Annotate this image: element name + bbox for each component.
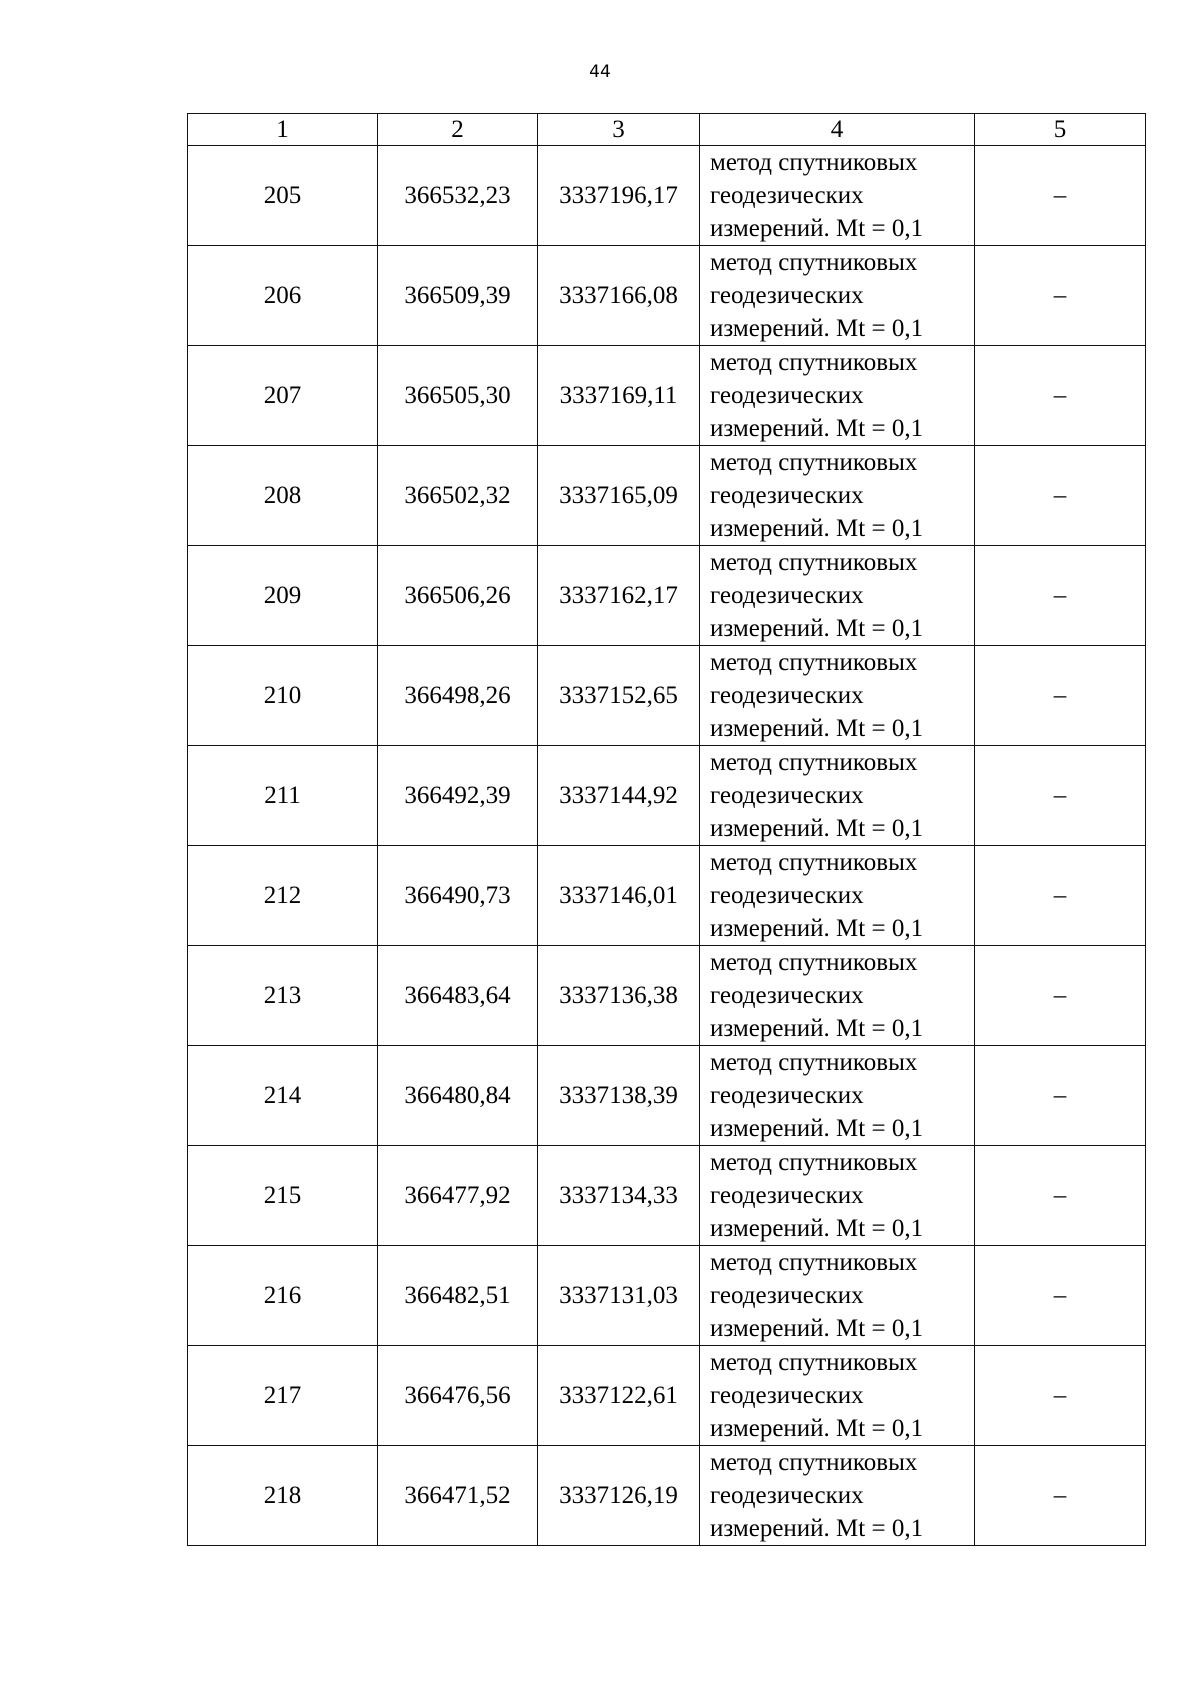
y-coordinate-cell: 3337126,19 (538, 1446, 700, 1546)
y-coordinate-cell: 3337166,08 (538, 246, 700, 346)
table-row (188, 646, 1146, 746)
x-coordinate-cell: 366482,51 (378, 1246, 538, 1346)
method-line: метод спутниковых (710, 549, 918, 576)
x-coordinate-cell: 366477,92 (378, 1146, 538, 1246)
method-cell (700, 1046, 975, 1146)
method-cell (700, 1346, 975, 1446)
method-line: геодезических (710, 1082, 864, 1109)
point-number-cell: 216 (188, 1246, 378, 1346)
x-coordinate-cell: 366471,52 (378, 1446, 538, 1546)
note-cell: – (975, 546, 1146, 646)
method-line: измерений. Mt = 0,1 (710, 1315, 924, 1342)
y-coordinate-cell: 3337131,03 (538, 1246, 700, 1346)
note-cell: – (975, 346, 1146, 446)
note-cell: – (975, 1346, 1146, 1446)
table-row (188, 946, 1146, 1046)
table-row (188, 1346, 1146, 1446)
method-line: измерений. Mt = 0,1 (710, 715, 924, 742)
x-coordinate-cell: 366505,30 (378, 346, 538, 446)
note-cell: – (975, 846, 1146, 946)
table-row (188, 546, 1146, 646)
point-number-cell: 211 (188, 746, 378, 846)
y-coordinate-cell: 3337165,09 (538, 446, 700, 546)
x-coordinate-cell: 366492,39 (378, 746, 538, 846)
note-cell: – (975, 646, 1146, 746)
method-line: метод спутниковых (710, 1449, 918, 1476)
note-cell: – (975, 146, 1146, 246)
method-line: геодезических (710, 482, 864, 509)
x-coordinate-cell: 366480,84 (378, 1046, 538, 1146)
point-number-cell: 214 (188, 1046, 378, 1146)
method-cell (700, 146, 975, 246)
method-line: измерений. Mt = 0,1 (710, 1215, 924, 1242)
method-line: измерений. Mt = 0,1 (710, 915, 924, 942)
y-coordinate-cell: 3337146,01 (538, 846, 700, 946)
header-col-4: 4 (700, 114, 975, 146)
method-line: геодезических (710, 782, 864, 809)
method-line: геодезических (710, 1182, 864, 1209)
y-coordinate-cell: 3337136,38 (538, 946, 700, 1046)
method-cell (700, 746, 975, 846)
x-coordinate-cell: 366498,26 (378, 646, 538, 746)
header-col-2: 2 (378, 114, 538, 146)
table-header (188, 114, 1146, 146)
note-cell: – (975, 246, 1146, 346)
method-line: измерений. Mt = 0,1 (710, 615, 924, 642)
point-number-cell: 209 (188, 546, 378, 646)
method-cell (700, 246, 975, 346)
x-coordinate-cell: 366490,73 (378, 846, 538, 946)
point-number-cell: 208 (188, 446, 378, 546)
method-line: геодезических (710, 1482, 864, 1509)
method-cell (700, 946, 975, 1046)
method-line: измерений. Mt = 0,1 (710, 1515, 924, 1542)
y-coordinate-cell: 3337196,17 (538, 146, 700, 246)
method-line: измерений. Mt = 0,1 (710, 515, 924, 542)
table-row (188, 246, 1146, 346)
x-coordinate-cell: 366502,32 (378, 446, 538, 546)
table-row (188, 346, 1146, 446)
method-cell (700, 1146, 975, 1246)
point-number-cell: 218 (188, 1446, 378, 1546)
table-row (188, 1246, 1146, 1346)
method-line: геодезических (710, 1282, 864, 1309)
y-coordinate-cell: 3337144,92 (538, 746, 700, 846)
y-coordinate-cell: 3337122,61 (538, 1346, 700, 1446)
method-line: измерений. Mt = 0,1 (710, 1415, 924, 1442)
method-cell (700, 346, 975, 446)
method-cell (700, 646, 975, 746)
method-line: метод спутниковых (710, 1349, 918, 1376)
method-line: измерений. Mt = 0,1 (710, 1015, 924, 1042)
method-line: геодезических (710, 1382, 864, 1409)
method-cell (700, 446, 975, 546)
point-number-cell: 215 (188, 1146, 378, 1246)
table-row (188, 746, 1146, 846)
method-line: метод спутниковых (710, 249, 918, 276)
method-line: метод спутниковых (710, 449, 918, 476)
x-coordinate-cell: 366483,64 (378, 946, 538, 1046)
x-coordinate-cell: 366509,39 (378, 246, 538, 346)
table-row (188, 1046, 1146, 1146)
method-line: измерений. Mt = 0,1 (710, 415, 924, 442)
y-coordinate-cell: 3337152,65 (538, 646, 700, 746)
point-number-cell: 212 (188, 846, 378, 946)
point-number-cell: 207 (188, 346, 378, 446)
table-row (188, 446, 1146, 546)
note-cell: – (975, 1446, 1146, 1546)
method-line: метод спутниковых (710, 949, 918, 976)
x-coordinate-cell: 366476,56 (378, 1346, 538, 1446)
note-cell: – (975, 946, 1146, 1046)
header-col-1: 1 (188, 114, 378, 146)
point-number-cell: 213 (188, 946, 378, 1046)
y-coordinate-cell: 3337138,39 (538, 1046, 700, 1146)
note-cell: – (975, 1046, 1146, 1146)
method-line: измерений. Mt = 0,1 (710, 1115, 924, 1142)
y-coordinate-cell: 3337134,33 (538, 1146, 700, 1246)
method-line: геодезических (710, 682, 864, 709)
table-row (188, 1446, 1146, 1546)
method-line: метод спутниковых (710, 1149, 918, 1176)
header-col-5: 5 (975, 114, 1146, 146)
method-line: метод спутниковых (710, 749, 918, 776)
note-cell: – (975, 1246, 1146, 1346)
point-number-cell: 206 (188, 246, 378, 346)
y-coordinate-cell: 3337169,11 (538, 346, 700, 446)
note-cell: – (975, 746, 1146, 846)
point-number-cell: 217 (188, 1346, 378, 1446)
table-row (188, 846, 1146, 946)
method-cell (700, 546, 975, 646)
coordinates-table (187, 113, 1146, 1546)
method-line: метод спутниковых (710, 1049, 918, 1076)
y-coordinate-cell: 3337162,17 (538, 546, 700, 646)
method-cell (700, 1246, 975, 1346)
point-number-cell: 210 (188, 646, 378, 746)
method-cell (700, 1446, 975, 1546)
table-row (188, 146, 1146, 246)
point-number-cell: 205 (188, 146, 378, 246)
method-line: геодезических (710, 382, 864, 409)
method-line: метод спутниковых (710, 849, 918, 876)
method-line: измерений. Mt = 0,1 (710, 815, 924, 842)
method-line: измерений. Mt = 0,1 (710, 215, 924, 242)
table-row (188, 1146, 1146, 1246)
table-body (188, 146, 1146, 1546)
header-col-3: 3 (538, 114, 700, 146)
x-coordinate-cell: 366532,23 (378, 146, 538, 246)
note-cell: – (975, 446, 1146, 546)
method-line: геодезических (710, 882, 864, 909)
method-line: метод спутниковых (710, 349, 918, 376)
method-line: метод спутниковых (710, 1249, 918, 1276)
method-line: геодезических (710, 182, 864, 209)
page-number: 44 (589, 62, 611, 82)
method-line: метод спутниковых (710, 649, 918, 676)
method-line: геодезических (710, 582, 864, 609)
method-line: измерений. Mt = 0,1 (710, 315, 924, 342)
method-line: метод спутниковых (710, 149, 918, 176)
header-row (188, 114, 1146, 146)
note-cell: – (975, 1146, 1146, 1246)
x-coordinate-cell: 366506,26 (378, 546, 538, 646)
method-line: геодезических (710, 282, 864, 309)
method-cell (700, 846, 975, 946)
method-line: геодезических (710, 982, 864, 1009)
